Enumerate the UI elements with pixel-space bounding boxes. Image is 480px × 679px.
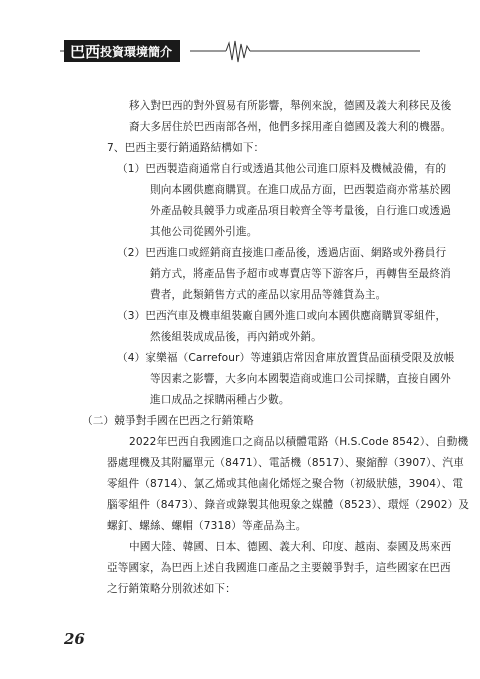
running-header [0,38,480,66]
list-item-continuation: 等因素之影響，大多向本國製造商或進口公司採購，直接自國外 [150,373,451,385]
paragraph-line: 裔大多居住於巴西南部各州，他們多採用產自德國及義大利的機器。 [129,121,452,133]
paragraph-line: 中國大陸、韓國、日本、德國、義大利、印度、越南、泰國及馬來西 [129,541,452,553]
list-item-continuation: 其他公司從國外引進。 [150,226,258,238]
paragraph-line: 移入對巴西的對外貿易有所影響，舉例來說，德國及義大利移民及後 [129,100,452,112]
header-title-small: 投資環境簡介 [100,44,173,59]
paragraph-line: 之行銷策略分別敘述如下： [107,583,236,595]
paragraph-line: 螺釘、螺絲、螺帽（7318）等產品為主。 [107,520,307,532]
section-item-heading: 7、巴西主要行銷通路結構如下： [107,142,265,154]
header-title [64,40,180,62]
list-item: （3）巴西汽車及機車組裝廠自國外進口或向本國供應商購買零組件， [117,310,447,322]
list-item: （2）巴西進口或經銷商直接進口產品後，透過店面、網路或外務員行 [117,247,447,259]
list-item-continuation: 外產品較具競爭力或產品項目較齊全等考量後，自行進口或透過 [150,205,451,217]
list-item: （4）家樂福（Carrefour）等連鎖店常因倉庫放置貨品面積受限及放帳 [117,352,455,364]
paragraph-line: 亞等國家，為巴西上述自我國進口產品之主要競爭對手，這些國家在巴西 [107,562,451,574]
list-item-continuation: 然後組裝成成品後，再內銷或外銷。 [150,331,322,343]
paragraph-line: 腦零組件（8473）、錄音或錄製其他現象之媒體（8523）、環烴（2902）及 [107,499,470,511]
list-item-continuation: 進口成品之採購兩種占少數。 [150,394,290,406]
section-heading: （二）競爭對手國在巴西之行銷策略 [82,415,254,427]
page-number: 26 [64,630,85,648]
list-item-continuation: 費者，此類銷售方式的產品以家用品等雜貨為主。 [150,289,387,301]
paragraph-line: 2022年巴西自我國進口之商品以積體電路（H.S.Code 8542）、自動機 [129,436,469,448]
header-title-big: 巴西 [70,42,101,61]
paragraph-line: 零組件（8714）、氯乙烯或其他鹵化烯烴之聚合物（初級狀態，3904）、電 [107,478,464,490]
list-item-continuation: 銷方式，將產品售予超市或專賣店等下游客戶，再轉售至最終消 [150,268,451,280]
list-item: （1）巴西製造商通常自行或透過其他公司進口原料及機械設備，有的 [117,163,447,175]
list-item-continuation: 則向本國供應商購買。在進口成品方面，巴西製造商亦常基於國 [150,184,451,196]
paragraph-line: 器處理機及其附屬單元（8471）、電話機（8517）、聚縮醇（3907）、汽車 [107,457,464,469]
